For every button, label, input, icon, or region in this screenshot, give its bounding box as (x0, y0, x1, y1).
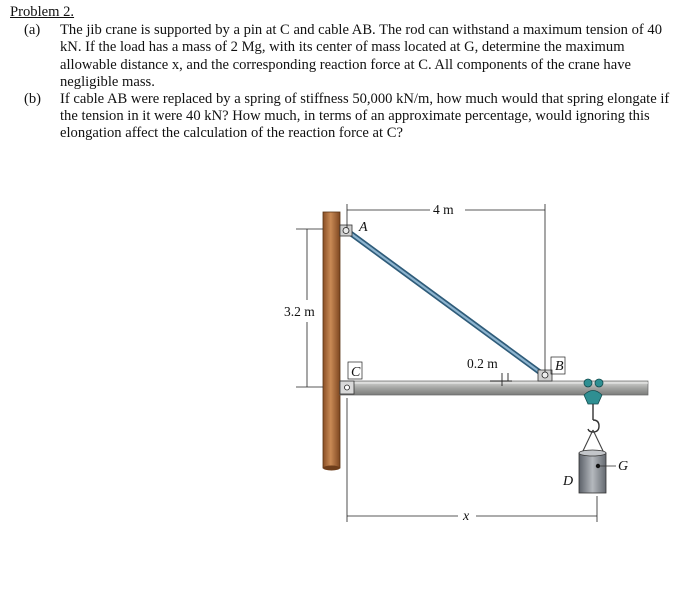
label-d: D (563, 474, 574, 489)
post-bottom-end (323, 466, 340, 471)
trolley-wheel-right (595, 379, 603, 387)
sling (582, 430, 604, 453)
pin-a (343, 228, 349, 234)
dim-02m-label: 0.2 m (467, 356, 498, 371)
cable-ab-highlight (346, 230, 545, 376)
trolley (584, 391, 602, 405)
label-a: A (359, 220, 368, 235)
label-c: C (351, 365, 361, 380)
part-a-label: (a) (24, 22, 41, 39)
label-b: B (555, 359, 564, 374)
problem-title: Problem 2. (10, 4, 75, 20)
pin-b (542, 372, 548, 378)
part-b-text: If cable AB were replaced by a spring of stiffness 50,000 kN/m, how much would that spring elongate if the tension in it were 40 kN? How much, in terms of an approximate percentage, would ignoring this elongation affect the calculation of the reaction force at C? (60, 91, 670, 142)
part-a-text: The jib crane is supported by a pin at C and cable AB. The rod can withstand a maximum tension of 40 kN. If the load has a mass of 2 Mg, with its center of mass located at G, determine the maximum allowable distance x, and the corresponding reaction force at C. All components of the crane have negligible mass. (60, 22, 662, 90)
dim-4m-label: 4 m (433, 202, 454, 217)
load-top (579, 450, 606, 456)
dim-x-label: x (463, 509, 470, 524)
pin-c (345, 385, 350, 390)
support-post (323, 212, 340, 468)
dim-32m-label: 3.2 m (284, 304, 315, 319)
trolley-wheel-left (584, 379, 592, 387)
label-g: G (618, 459, 629, 474)
load-cylinder (579, 453, 606, 493)
center-of-mass-g (596, 464, 600, 468)
part-b-label: (b) (24, 91, 42, 108)
